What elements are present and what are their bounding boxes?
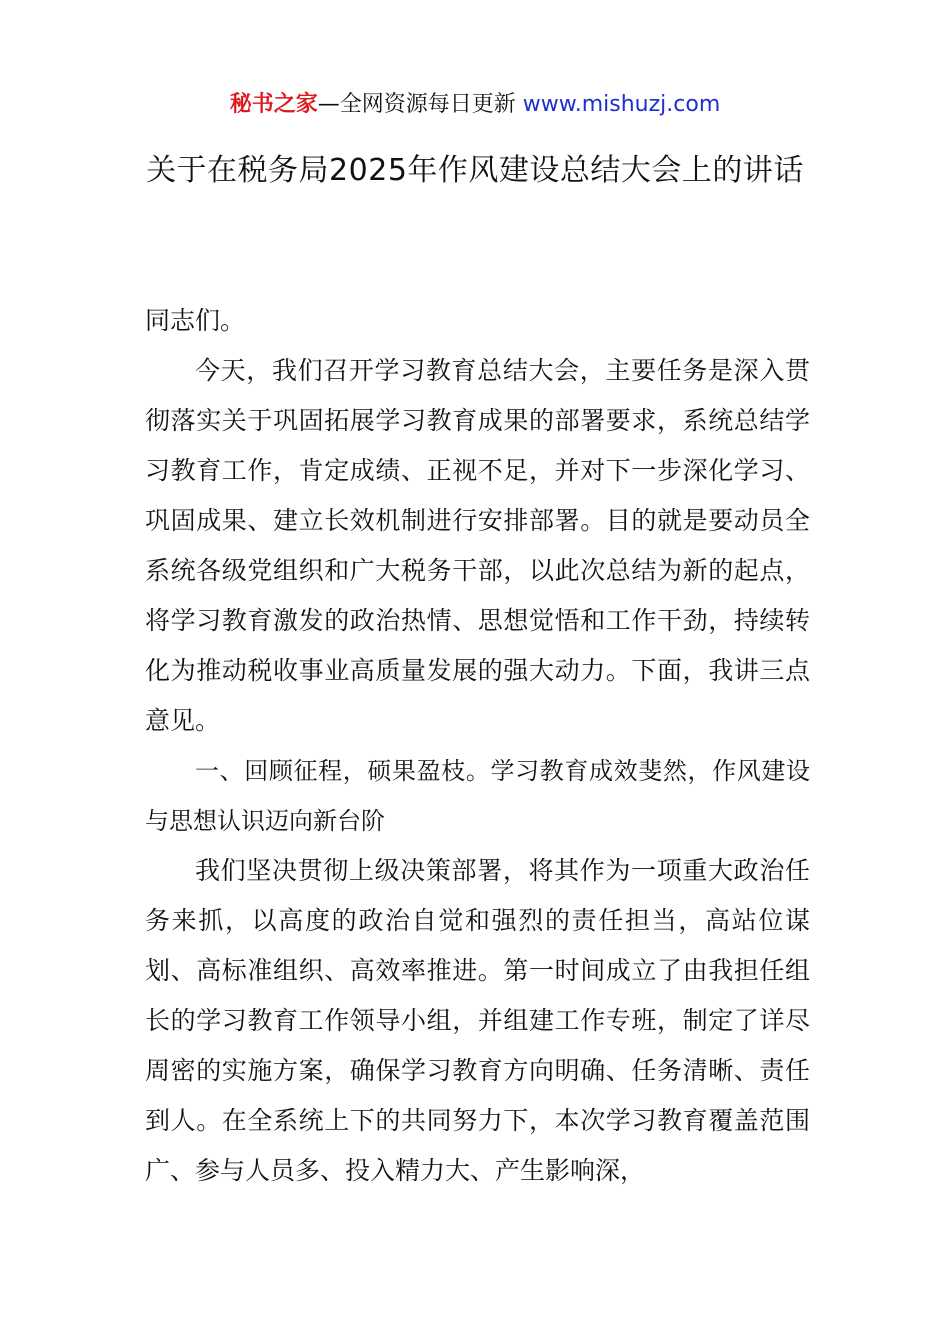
document-title: 关于在税务局2025年作风建设总结大会上的讲话 bbox=[146, 153, 804, 188]
site-header bbox=[0, 88, 950, 122]
site-tagline: —全网资源每日更新 bbox=[317, 92, 516, 117]
salutation: 同志们。 bbox=[145, 306, 246, 335]
paragraph-intro: 今天，我们召开学习教育总结大会，主要任务是深入贯彻落实关于巩固拓展学习教育成果的部署要求，系统总结学习教育工作，肯定成绩、正视不足，并对下一步深化学习、巩固成果、建立长效机制进行安排部署。目的就是要动员全系统各级党组织和广大税务干部，以此次总结为新的起点，将学习教育激发的政治热情、思想觉悟和工作干劲，持续转化为推动税收事业高质量发展的强大动力。下面，我讲三点意见。 bbox=[145, 356, 810, 735]
brand-name: 秘书之家 bbox=[229, 92, 318, 117]
site-url-link[interactable]: www.mishuzj.com bbox=[522, 92, 721, 117]
section-heading: 一、回顾征程，硕果盈枝。学习教育成效斐然，作风建设与思想认识迈向新台阶 bbox=[145, 757, 810, 835]
document-body bbox=[145, 296, 810, 1196]
paragraph-body: 我们坚决贯彻上级决策部署，将其作为一项重大政治任务来抓，以高度的政治自觉和强烈的责任担当，高站位谋划、高标准组织、高效率推进。第一时间成立了由我担任组长的学习教育工作领导小组，并组建工作专班，制定了详尽周密的实施方案，确保学习教育方向明确、任务清晰、责任到人。在全系统上下的共同努力下，本次学习教育覆盖范围广、参与人员多、投入精力大、产生影响深， bbox=[145, 856, 810, 1185]
